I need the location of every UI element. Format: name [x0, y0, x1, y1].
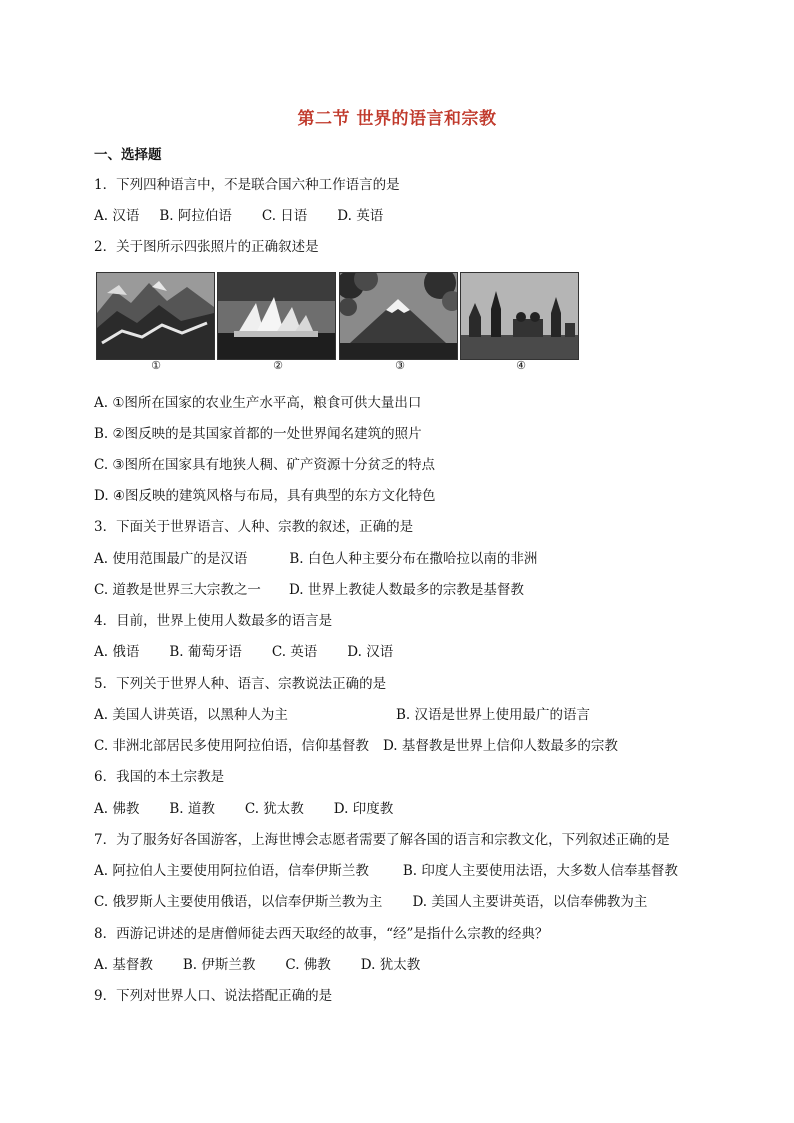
photo-caption-2: ②: [273, 359, 283, 372]
q7-option-b[interactable]: B. 印度人主要使用法语，大多数人信奉基督教: [402, 863, 678, 879]
q1-option-a[interactable]: A. 汉语: [94, 208, 140, 224]
q7-option-c[interactable]: C. 俄罗斯人主要使用俄语，以信奉伊斯兰教为主: [94, 894, 383, 910]
q5-option-a[interactable]: A. 美国人讲英语，以黑种人为主: [94, 707, 288, 723]
question-5-options-row2: [94, 737, 618, 755]
q4-option-a[interactable]: A. 俄语: [94, 644, 140, 660]
q7-option-d[interactable]: D. 美国人主要讲英语，以信奉佛教为主: [412, 894, 648, 910]
q6-option-a[interactable]: A. 佛教: [94, 801, 140, 817]
q6-option-b[interactable]: B. 道教: [169, 801, 215, 817]
q8-option-c[interactable]: C. 佛教: [285, 957, 331, 973]
question-2-stem: 2．关于图所示四张照片的正确叙述是: [94, 239, 319, 255]
question-4-options: [94, 643, 393, 661]
page-title: 第二节 世界的语言和宗教: [297, 109, 497, 129]
q4-option-b[interactable]: B. 葡萄牙语: [169, 644, 242, 660]
photo-caption-1: ①: [151, 359, 161, 372]
question-5-stem: 5．下列关于世界人种、语言、宗教说法正确的是: [94, 676, 387, 692]
photo-mount-fuji: [339, 272, 458, 360]
q5-option-b[interactable]: B. 汉语是世界上使用最广的语言: [396, 707, 591, 723]
question-6-stem: 6．我国的本土宗教是: [94, 769, 225, 785]
question-8-stem: 8．西游记讲述的是唐僧师徒去西天取经的故事，“经”是指什么宗教的经典？: [94, 926, 549, 942]
question-1-stem: 1．下列四种语言中，不是联合国六种工作语言的是: [94, 177, 400, 193]
q8-option-d[interactable]: D. 犹太教: [360, 957, 421, 973]
photo-great-wall: [96, 272, 215, 360]
question-7-options-row1: [94, 862, 678, 880]
q8-option-a[interactable]: A. 基督教: [94, 957, 153, 973]
q3-option-c[interactable]: C. 道教是世界三大宗教之一: [94, 582, 261, 598]
q5-option-c[interactable]: C. 非洲北部居民多使用阿拉伯语，信仰基督教: [94, 738, 369, 754]
question-5-options-row1: [94, 706, 590, 724]
q3-option-d[interactable]: D. 世界上教徒人数最多的宗教是基督教: [288, 582, 524, 598]
photo-caption-3: ③: [395, 359, 405, 372]
q2-option-d[interactable]: D. ④图反映的建筑风格与布局，具有典型的东方文化特色: [94, 488, 436, 504]
question-7-stem: 7．为了服务好各国游客，上海世博会志愿者需要了解各国的语言和宗教文化，下列叙述正确的是: [94, 832, 670, 848]
q3-option-b[interactable]: B. 白色人种主要分布在撒哈拉以南的非洲: [289, 551, 538, 567]
question-9-stem: 9．下列对世界人口、说法搭配正确的是: [94, 988, 333, 1004]
photo-caption-4: ④: [516, 359, 526, 372]
q4-option-c[interactable]: C. 英语: [271, 644, 318, 660]
question-3-stem: 3．下面关于世界语言、人种、宗教的叙述，正确的是: [94, 519, 414, 535]
question-7-options-row2: [94, 893, 647, 911]
q2-option-a[interactable]: A. ①图所在国家的农业生产水平高，粮食可供大量出口: [94, 395, 422, 411]
q8-option-b[interactable]: B. 伊斯兰教: [182, 957, 256, 973]
q1-option-d[interactable]: D. 英语: [337, 208, 384, 224]
q6-option-d[interactable]: D. 印度教: [333, 801, 394, 817]
question-6-options: [94, 800, 393, 818]
q5-option-d[interactable]: D. 基督教是世界上信仰人数最多的宗教: [382, 738, 618, 754]
q6-option-c[interactable]: C. 犹太教: [244, 801, 304, 817]
q1-option-b[interactable]: B. 阿拉伯语: [159, 208, 232, 224]
photo-opera-house: [217, 272, 336, 360]
q7-option-a[interactable]: A. 阿拉伯人主要使用阿拉伯语，信奉伊斯兰教: [94, 863, 369, 879]
q2-option-b[interactable]: B. ②图反映的是其国家首都的一处世界闻名建筑的照片: [94, 426, 422, 442]
question-8-options: [94, 956, 420, 974]
q3-option-a[interactable]: A. 使用范围最广的是汉语: [94, 551, 248, 567]
photo-strip: [96, 272, 580, 362]
photo-kremlin: [460, 272, 579, 360]
question-4-stem: 4．目前，世界上使用人数最多的语言是: [94, 613, 333, 629]
q1-option-c[interactable]: C. 日语: [261, 208, 308, 224]
question-3-options-row2: [94, 581, 524, 599]
q2-option-c[interactable]: C. ③图所在国家具有地狭人稠、矿产资源十分贫乏的特点: [94, 457, 436, 473]
section-heading: 一、选择题: [94, 147, 162, 163]
question-1-options: [94, 207, 383, 225]
q4-option-d[interactable]: D. 汉语: [347, 644, 394, 660]
question-3-options-row1: [94, 550, 537, 568]
